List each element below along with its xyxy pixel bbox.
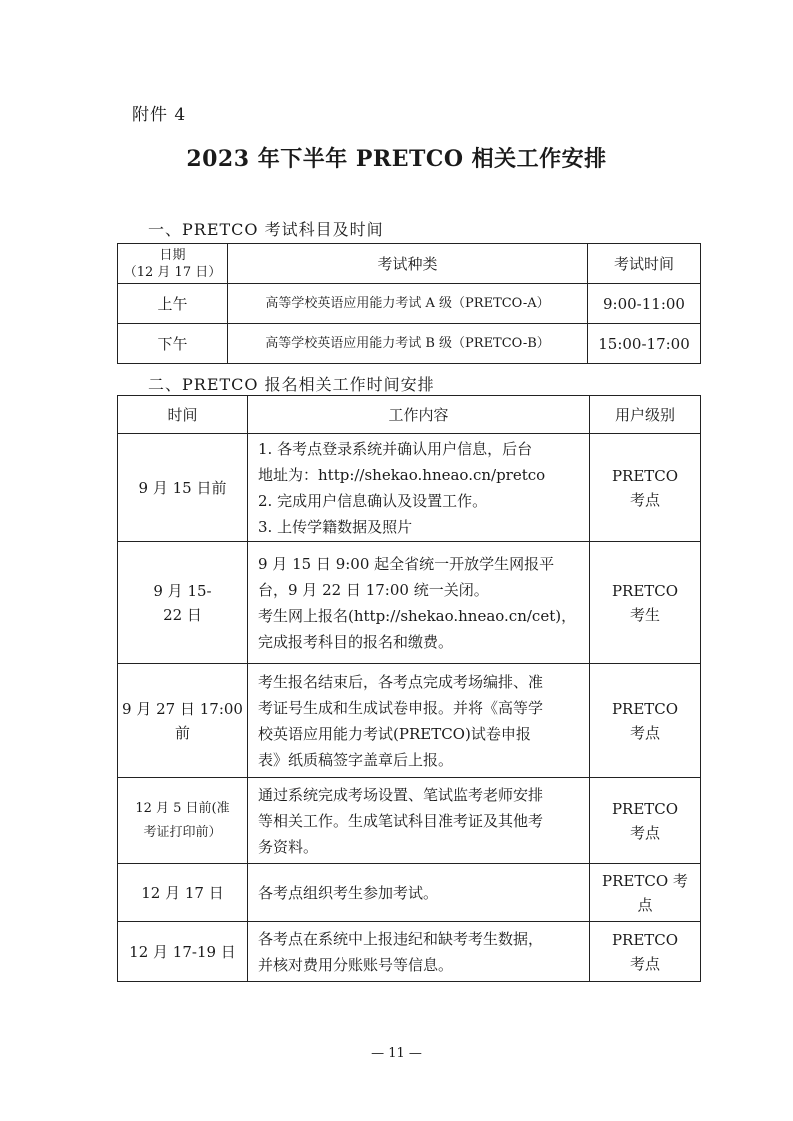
row-level	[590, 864, 701, 922]
header-date-line2: （12 月 17 日）	[123, 264, 222, 280]
schedule-table-header	[118, 396, 701, 434]
row-level	[590, 778, 701, 864]
row-content-line: 各考点在系统中上报违纪和缺考考生数据，	[258, 929, 544, 948]
row-content-line: 考生网上报名(http://shekao.hneao.cn/cet)，	[258, 606, 577, 625]
row-level-line: PRETCO 考	[602, 871, 688, 890]
row-time-line: 12 月 5 日前(准	[135, 800, 230, 816]
row-level-line: 考生	[629, 605, 660, 624]
row-level-line: PRETCO	[611, 930, 679, 949]
row-content-line: 考证号生成和生成试卷申报。并将《高等学	[258, 698, 544, 717]
exam-name: 高等学校英语应用能力考试 A 级（PRETCO-A）	[228, 284, 588, 324]
row-content-line: 各考点组织考生参加考试。	[258, 883, 439, 902]
row-level	[590, 922, 701, 982]
row-content-line: 台，9 月 22 日 17:00 统一关闭。	[258, 580, 489, 599]
row-content-line: 9 月 15 日 9:00 起全省统一开放学生网报平	[258, 554, 555, 573]
row-level	[590, 542, 701, 664]
row-content-line: 考生报名结束后，各考点完成考场编排、准	[258, 672, 544, 691]
header-time: 时间	[118, 396, 248, 434]
row-time-line: 考证打印前）	[143, 824, 222, 840]
row-level-line: PRETCO	[611, 699, 679, 718]
row-content	[248, 542, 590, 664]
row-level-line: 考点	[629, 723, 660, 742]
table-row	[118, 664, 701, 778]
row-time-line: 9 月 27 日 17:00	[122, 699, 243, 718]
row-time	[118, 542, 248, 664]
row-content	[248, 778, 590, 864]
row-level	[590, 434, 701, 542]
row-level-line: 考点	[629, 490, 660, 509]
exam-period: 下午	[118, 324, 228, 364]
table-row	[118, 922, 701, 982]
row-time-line: 22 日	[163, 605, 202, 624]
row-content	[248, 664, 590, 778]
row-content-line: 并核对费用分账账号等信息。	[258, 955, 454, 974]
row-time-line: 12 月 17-19 日	[129, 942, 236, 961]
row-content-line: 表》纸质稿签字盖章后上报。	[258, 750, 454, 769]
exam-period: 上午	[118, 284, 228, 324]
row-level-line: 考点	[629, 954, 660, 973]
exam-table-header	[118, 244, 701, 284]
page-number: — 11 —	[371, 1046, 422, 1061]
exam-schedule-table	[117, 243, 701, 364]
row-time	[118, 664, 248, 778]
row-time	[118, 434, 248, 542]
header-date-line1: 日期	[159, 247, 186, 263]
header-exam-type: 考试种类	[228, 244, 588, 284]
row-level-line: PRETCO	[611, 581, 679, 600]
header-exam-time: 考试时间	[588, 244, 701, 284]
section2-heading: 二、PRETCO 报名相关工作时间安排	[148, 375, 435, 394]
row-content	[248, 864, 590, 922]
table-row	[118, 778, 701, 864]
attachment-label: 附件 4	[132, 105, 187, 125]
section1-heading: 一、PRETCO 考试科目及时间	[148, 220, 384, 239]
table-row	[118, 864, 701, 922]
row-content-line: 2. 完成用户信息确认及设置工作。	[258, 491, 488, 510]
row-content-line: 等相关工作。生成笔试科目准考证及其他考	[258, 811, 544, 830]
exam-time: 15:00-17:00	[588, 324, 701, 364]
row-content-line: 务资料。	[258, 837, 319, 856]
header-date	[118, 244, 228, 284]
table-row	[118, 434, 701, 542]
row-time	[118, 778, 248, 864]
row-content-line: 校英语应用能力考试(PRETCO)试卷申报	[258, 724, 531, 743]
row-time-line: 12 月 17 日	[141, 883, 224, 902]
row-time-line: 9 月 15-	[153, 581, 212, 600]
row-content	[248, 434, 590, 542]
header-level: 用户级别	[590, 396, 701, 434]
row-time-line: 9 月 15 日前	[138, 478, 227, 497]
row-content-line: 3. 上传学籍数据及照片	[258, 517, 413, 536]
row-content-line: 1. 各考点登录系统并确认用户信息，后台	[258, 439, 533, 458]
exam-name: 高等学校英语应用能力考试 B 级（PRETCO-B）	[228, 324, 588, 364]
table-row	[118, 542, 701, 664]
row-time	[118, 922, 248, 982]
row-level-line: PRETCO	[611, 799, 679, 818]
row-time	[118, 864, 248, 922]
exam-row-afternoon	[118, 324, 701, 364]
row-level-line: PRETCO	[611, 466, 679, 485]
row-level-line: 点	[637, 895, 653, 914]
row-level-line: 考点	[629, 823, 660, 842]
exam-row-morning	[118, 284, 701, 324]
exam-time: 9:00-11:00	[588, 284, 701, 324]
registration-schedule-table	[117, 395, 701, 982]
row-content-line: 地址为：http://shekao.hneao.cn/pretco	[258, 465, 546, 484]
row-content-line: 通过系统完成考场设置、笔试监考老师安排	[258, 785, 544, 804]
row-time-line: 前	[174, 723, 190, 742]
row-content	[248, 922, 590, 982]
header-content: 工作内容	[248, 396, 590, 434]
row-level	[590, 664, 701, 778]
row-content-line: 完成报考科目的报名和缴费。	[258, 632, 454, 651]
document-title: 2023 年下半年 PRETCO 相关工作安排	[186, 146, 607, 172]
